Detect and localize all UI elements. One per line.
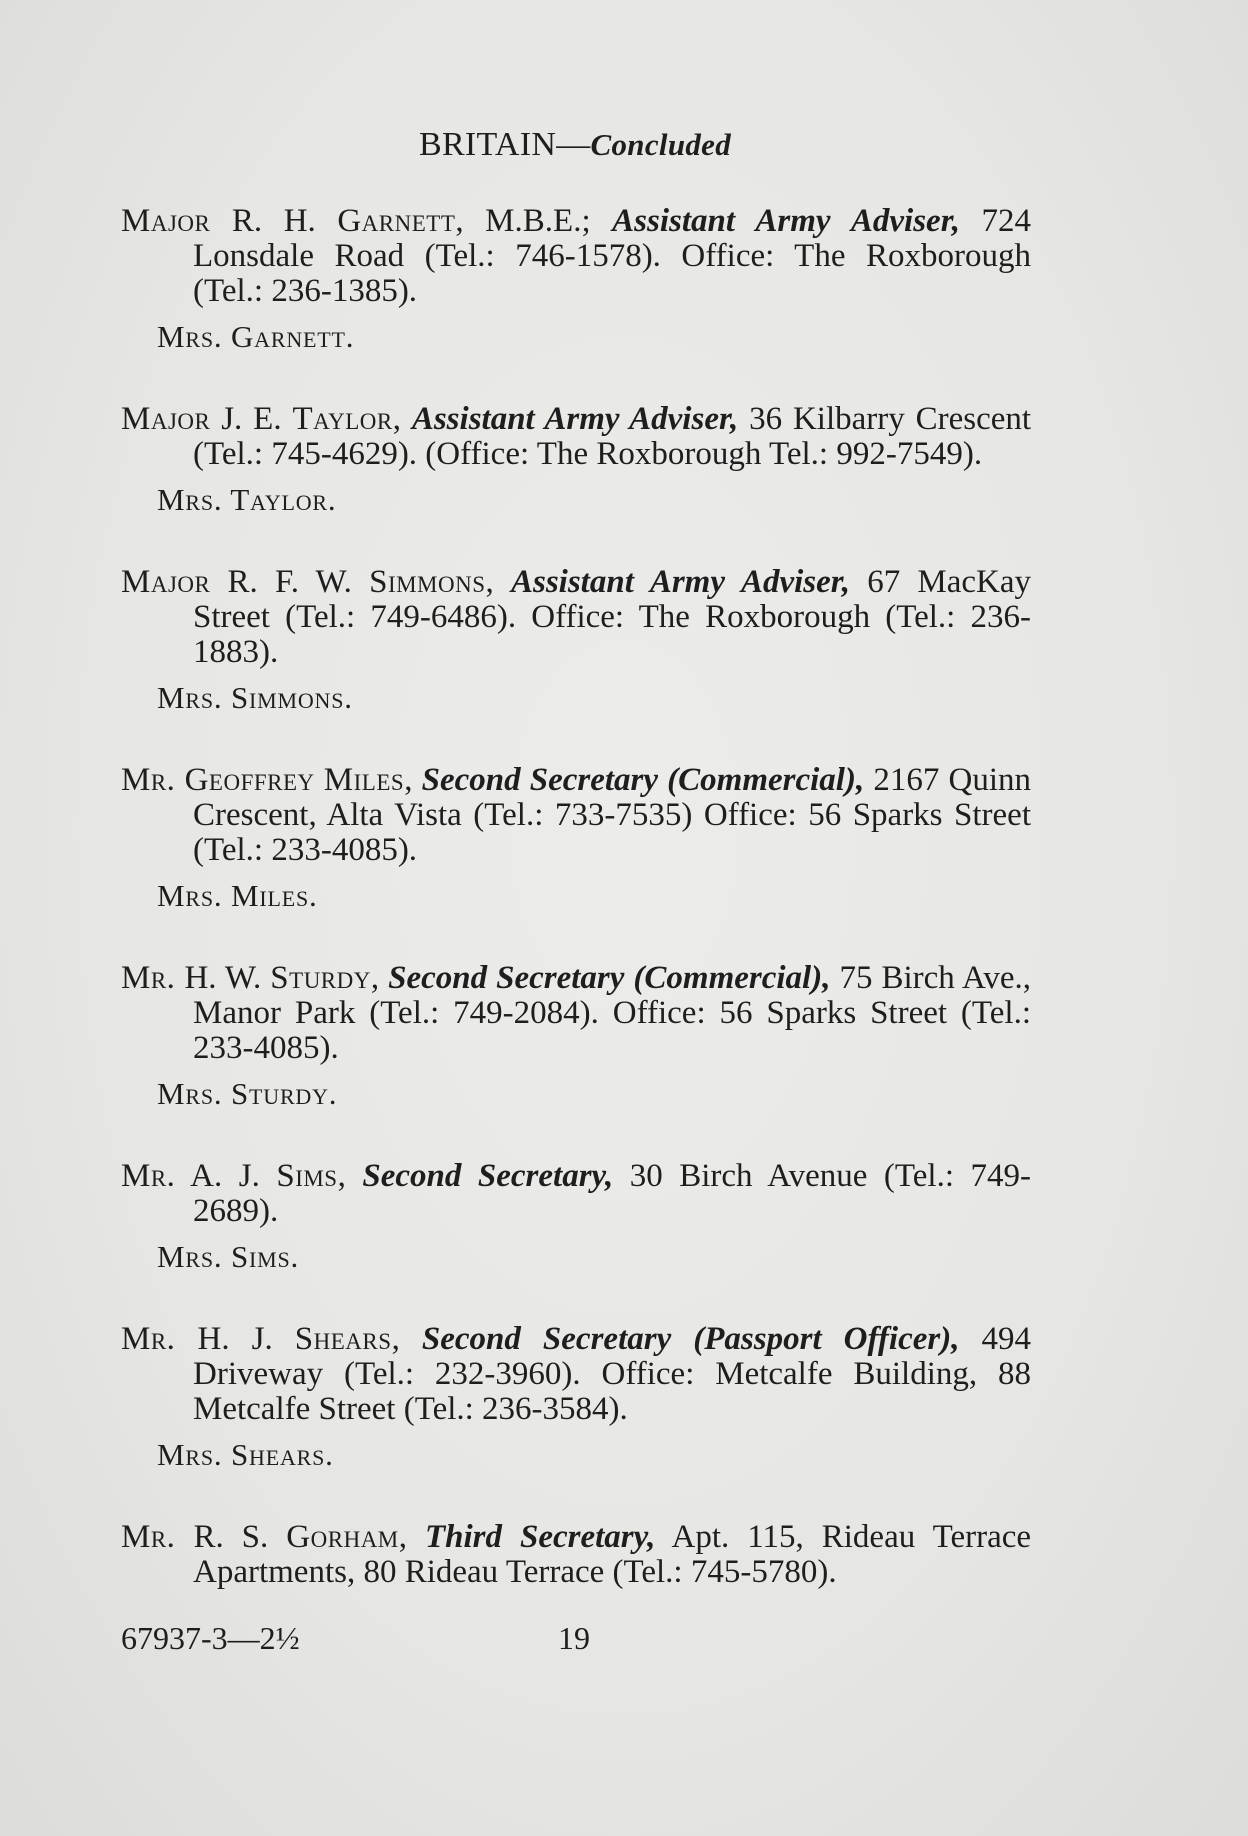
diplomat-entry [121, 1520, 1031, 1590]
diplomat-entry [121, 1322, 1031, 1472]
entry-prefix: Major [121, 564, 211, 600]
entry-details: 2167 Quinn Crescent, Alta Vista (Tel.: 733-7535) Office: 56 Sparks Street (Tel.: 233-4085). [193, 762, 1031, 868]
entry-details: 67 MacKay Street (Tel.: 749-6486). Office: The Roxborough (Tel.: 236-1883). [193, 564, 1032, 670]
entry-prefix: Mr. [121, 1321, 176, 1357]
entry-text [121, 1520, 1031, 1590]
entry-prefix: Major [121, 401, 211, 437]
entry-title: Assistant Army Adviser, [612, 203, 960, 239]
print-code: 67937-3—2½ [121, 1620, 300, 1656]
entry-surname: Sims [276, 1158, 338, 1194]
entry-surname: Sturdy [270, 960, 371, 996]
entry-text [121, 204, 1031, 309]
diplomat-entry [121, 961, 1031, 1111]
entry-post-nominal: , [391, 1321, 400, 1357]
entry-text [121, 763, 1031, 868]
entry-details: Apt. 115, Rideau Terrace Apartments, 80 Rideau Terrace (Tel.: 745-5780). [193, 1519, 1032, 1590]
page-heading [0, 126, 1150, 164]
entry-initials: Geoffrey [184, 762, 315, 798]
entry-spouse: Mrs. Simmons. [157, 680, 353, 715]
entry-spouse: Mrs. Taylor. [157, 482, 337, 517]
entry-post-nominal: , M.B.E.; [455, 203, 591, 239]
diplomat-entry [121, 763, 1031, 913]
entry-initials: R. S. [193, 1519, 269, 1555]
entry-title: Assistant Army Adviser, [411, 401, 739, 437]
heading-country: BRITAIN— [418, 126, 591, 163]
entry-initials: R. H. [231, 203, 316, 239]
entry-title: Second Secretary (Passport Officer), [421, 1321, 960, 1357]
entry-text [121, 961, 1031, 1066]
entry-text [121, 1159, 1031, 1229]
entry-text [121, 565, 1031, 670]
entry-title: Second Secretary, [362, 1158, 614, 1194]
entry-post-nominal: , [370, 960, 380, 996]
entry-details: 494 Driveway (Tel.: 232-3960). Office: Metcalfe Building, 88 Metcalfe Street (Tel.: 236-3584). [193, 1321, 1032, 1427]
entry-text [121, 402, 1031, 472]
entry-text [121, 1322, 1031, 1427]
entry-initials: A. J. [190, 1158, 260, 1194]
diplomat-entry [121, 1159, 1031, 1274]
entry-title: Third Secretary, [425, 1519, 656, 1555]
entry-details: 30 Birch Avenue (Tel.: 749-2689). [193, 1158, 1032, 1229]
entry-prefix: Major [121, 203, 211, 239]
entry-prefix: Mr. [121, 960, 176, 996]
entry-prefix: Mr. [121, 1519, 176, 1555]
entry-details: 75 Birch Ave., Manor Park (Tel.: 749-2084). Office: 56 Sparks Street (Tel.: 233-4085). [193, 960, 1031, 1066]
entry-spouse: Mrs. Miles. [157, 878, 318, 913]
entry-post-nominal: , [404, 762, 413, 798]
entry-title: Second Secretary (Commercial), [421, 762, 865, 798]
entry-surname: Shears [294, 1321, 392, 1357]
entry-details: 36 Kilbarry Crescent (Tel.: 745-4629). (Office: The Roxborough Tel.: 992-7549). [193, 401, 1032, 472]
page-number: 19 [558, 1620, 590, 1656]
entry-spouse: Mrs. Garnett. [157, 319, 355, 354]
entry-post-nominal: , [337, 1158, 346, 1194]
entry-prefix: Mr. [121, 1158, 176, 1194]
entry-post-nominal: , [485, 564, 494, 600]
diplomat-list [121, 204, 1031, 1638]
entry-surname: Simmons [369, 564, 486, 600]
entry-prefix: Mr. [121, 762, 176, 798]
diplomat-entry [121, 204, 1031, 354]
entry-surname: Gorham [286, 1519, 399, 1555]
entry-spouse: Mrs. Shears. [157, 1437, 334, 1472]
entry-title: Second Secretary (Commercial), [388, 960, 831, 996]
entry-initials: J. E. [221, 401, 282, 437]
entry-initials: H. W. [184, 960, 262, 996]
diplomat-entry [121, 402, 1031, 517]
entry-spouse: Mrs. Sims. [157, 1239, 300, 1274]
entry-details: 724 Lonsdale Road (Tel.: 746-1578). Office: The Roxborough (Tel.: 236-1385). [193, 203, 1032, 309]
entry-surname: Garnett [337, 203, 456, 239]
entry-title: Assistant Army Adviser, [510, 564, 851, 600]
entry-initials: H. J. [197, 1321, 273, 1357]
diplomat-entry [121, 565, 1031, 715]
entry-surname: Miles [323, 762, 405, 798]
entry-post-nominal: , [398, 1519, 407, 1555]
entry-spouse: Mrs. Sturdy. [157, 1076, 338, 1111]
heading-suffix: Concluded [590, 127, 732, 162]
entry-post-nominal: , [392, 401, 401, 437]
entry-initials: R. F. W. [227, 564, 352, 600]
entry-surname: Taylor [292, 401, 393, 437]
